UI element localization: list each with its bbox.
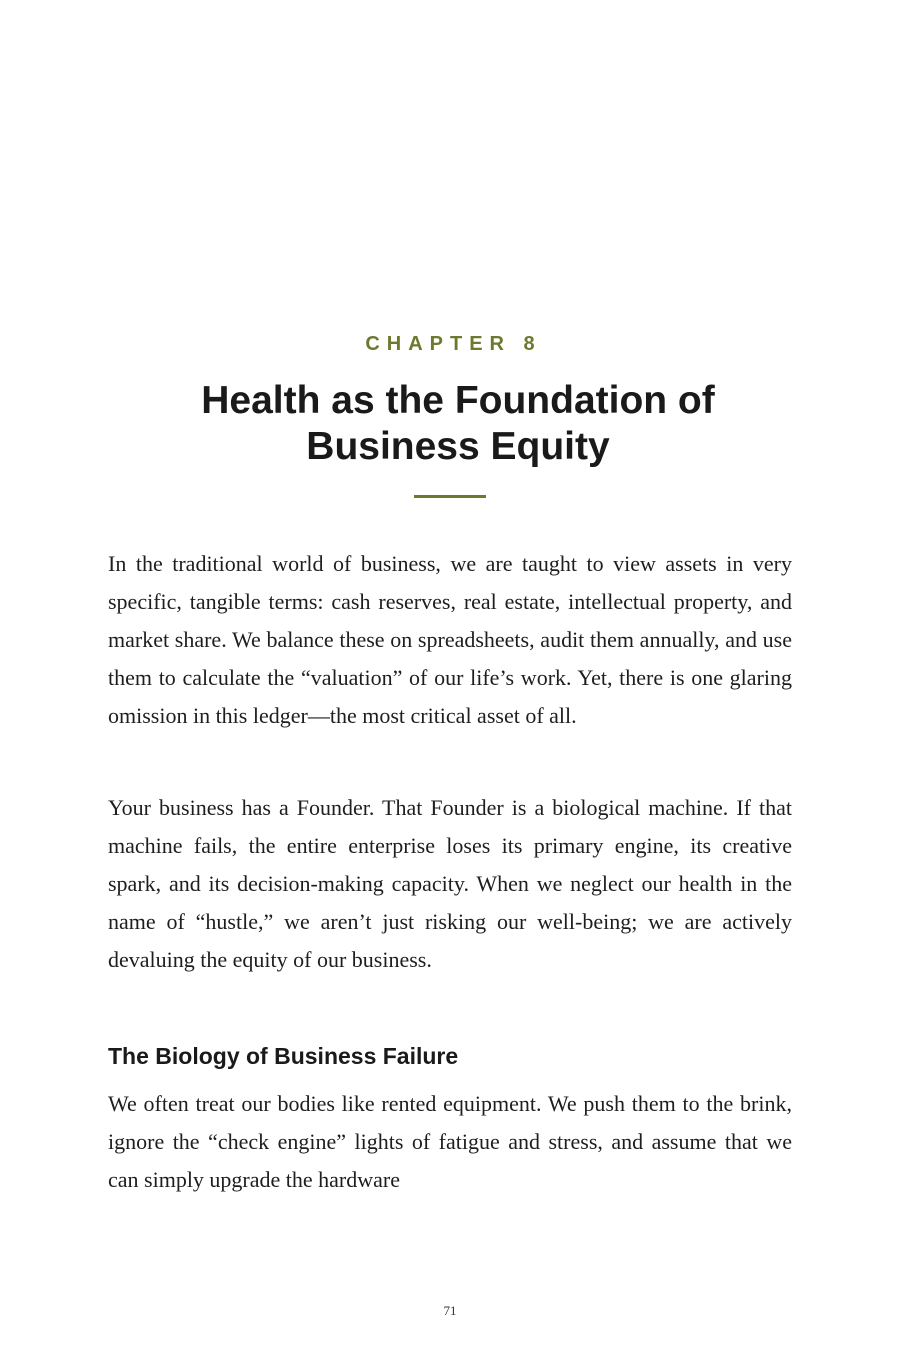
section-heading: The Biology of Business Failure bbox=[108, 1043, 459, 1069]
page-number: 71 bbox=[443, 1303, 457, 1318]
chapter-title bbox=[150, 378, 766, 470]
body-paragraph-2: Your business has a Founder. That Founder is a biological machine. If that machine fails, the entire enterprise loses its primary engine, its creative spark, and its decision-making capacity. When we neglect our health in the name of “hustle,” we aren’t just risking our well-being; we are actively devaluing the equity of our business. bbox=[108, 795, 792, 972]
section-paragraph: We often treat our bodies like rented equipment. We push them to the brink, ignore the “check engine” lights of fatigue and stress, and assume that we can simply upgrade the hardware bbox=[108, 1091, 792, 1192]
chapter-label: CHAPTER 8 bbox=[365, 333, 542, 355]
title-divider bbox=[414, 495, 486, 498]
chapter-title-line-2: Business Equity bbox=[306, 425, 610, 468]
chapter-title-line-1: Health as the Foundation of bbox=[201, 379, 715, 422]
body-paragraph-1: In the traditional world of business, we are taught to view assets in very specific, tangible terms: cash reserves, real estate, intellectual property, and market share. We balance these on spreadsheets, audit them annually, and use them to calculate the “valuation” of our life’s work. Yet, there is one glaring omission in this ledger—the most critical asset of all. bbox=[108, 551, 792, 728]
